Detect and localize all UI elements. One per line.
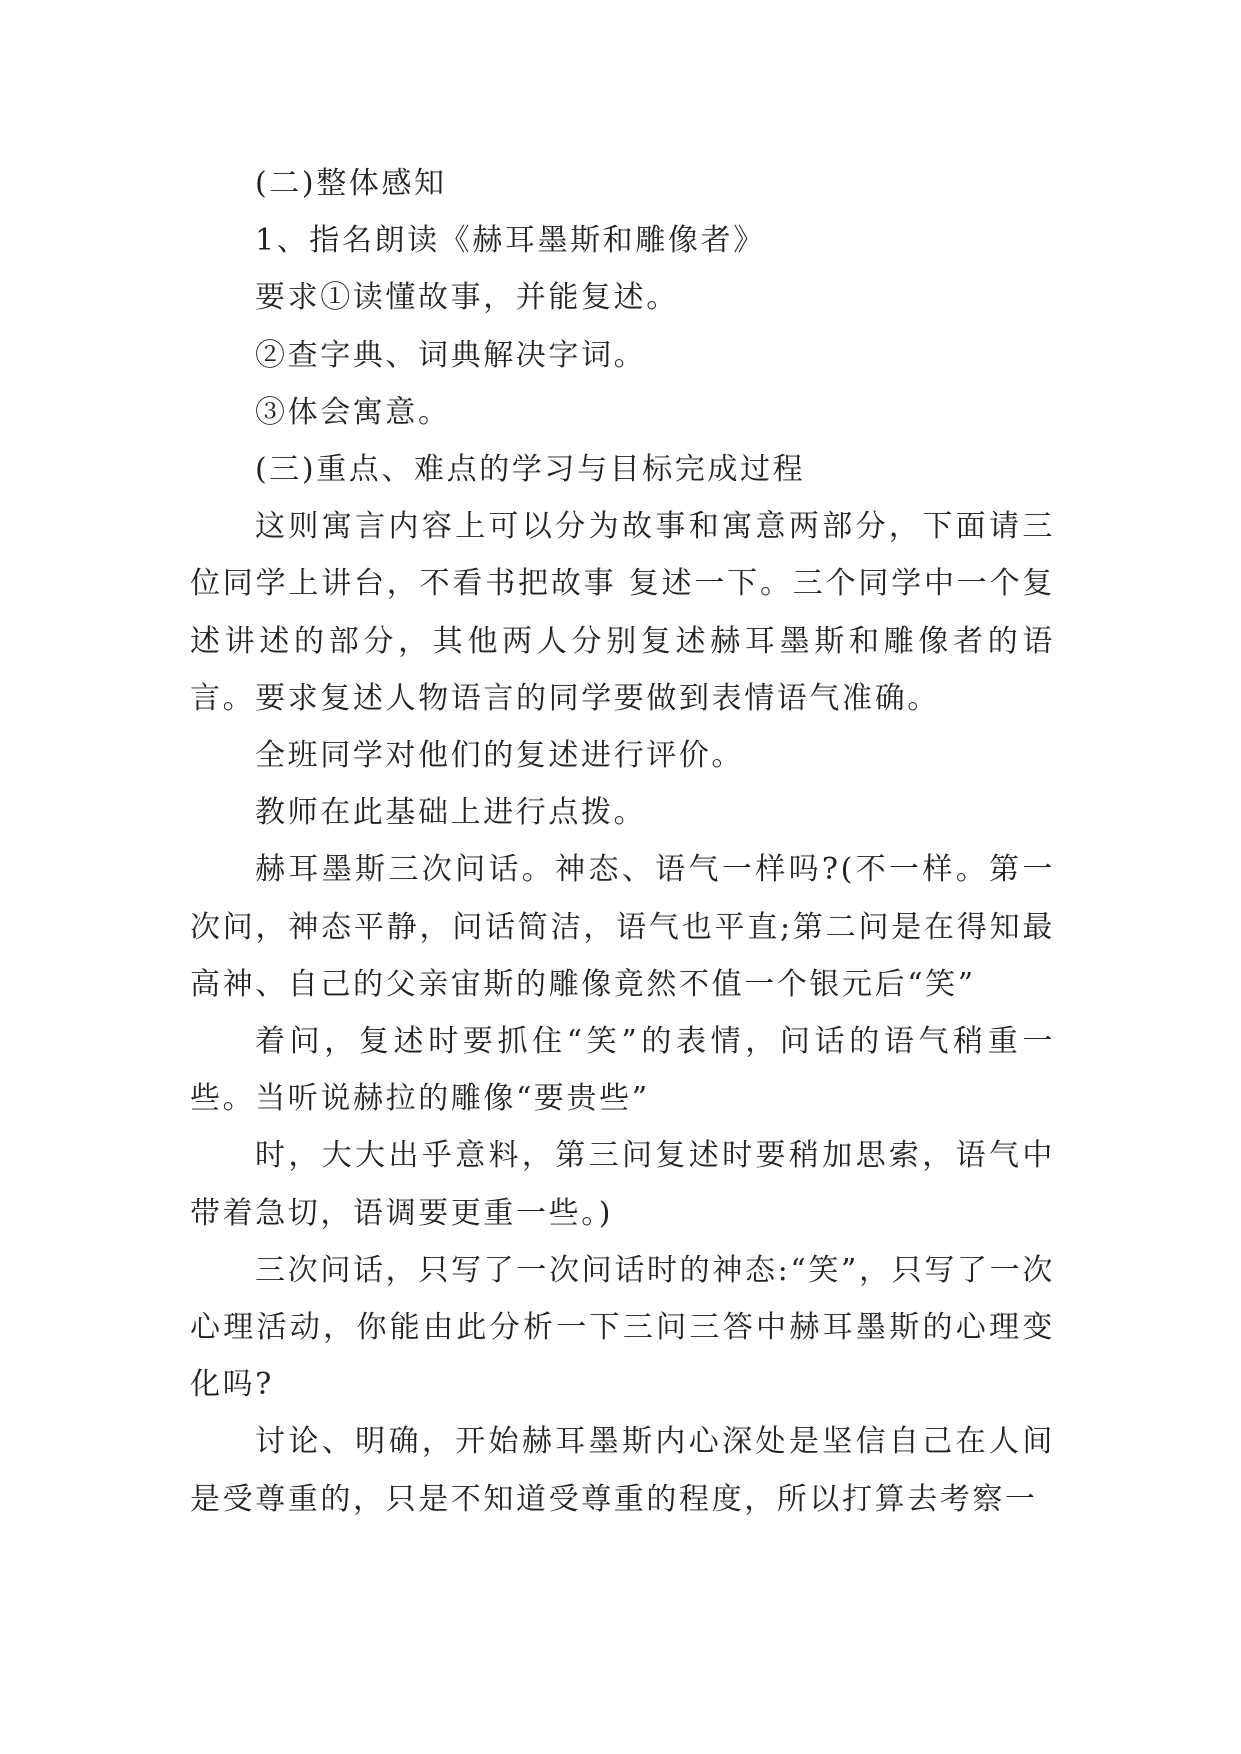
paragraph-third-question: 时，大大出乎意料，第三问复述时要稍加思索，语气中带着急切，语调要更重一些。) bbox=[190, 1138, 1055, 1231]
step-read-aloud: 1、指名朗读《赫耳墨斯和雕像者》 bbox=[255, 223, 766, 259]
requirement-item-3: ③体会寓意。 bbox=[255, 394, 451, 430]
requirement-item-2: ②查字典、词典解决字词。 bbox=[255, 337, 647, 373]
paragraph-retelling: 这则寓言内容上可以分为故事和寓意两部分，下面请三位同学上讲台，不看书把故事 复述一下。三个同学中一个复述讲述的部分，其他两人分别复述赫耳墨斯和雕像者的语言。要求复述人物语言的同学要做到表情语气准确。 bbox=[190, 509, 1055, 716]
paragraph-three-questions: 赫耳墨斯三次问话。神态、语气一样吗?(不一样。第一次问，神态平静，问话简洁，语气也平直;第二问是在得知最高神、自己的父亲宙斯的雕像竟然不值一个银元后“笑” bbox=[190, 852, 1055, 1002]
section-heading-key-points: (三)重点、难点的学习与目标完成过程 bbox=[255, 452, 806, 488]
paragraph-second-question: 着问，复述时要抓住“笑”的表情，问话的语气稍重一些。当听说赫拉的雕像“要贵些” bbox=[190, 1024, 1055, 1117]
paragraph-mental-change: 三次问话，只写了一次问话时的神态:“笑”，只写了一次心理活动，你能由此分析一下三问三答中赫耳墨斯的心理变化吗? bbox=[190, 1252, 1055, 1403]
paragraph-teacher-guidance: 教师在此基础上进行点拨。 bbox=[255, 795, 647, 831]
section-heading-overall-perception: (二)整体感知 bbox=[255, 166, 447, 201]
paragraph-discussion: 讨论、明确，开始赫耳墨斯内心深处是坚信自己在人间是受尊重的，只是不知道受尊重的程度，所以打算去考察一 bbox=[190, 1424, 1055, 1517]
requirement-item-1: 要求①读懂故事，并能复述。 bbox=[255, 280, 679, 316]
paragraph-class-evaluation: 全班同学对他们的复述进行评价。 bbox=[255, 738, 744, 774]
document-body bbox=[190, 155, 1055, 1528]
